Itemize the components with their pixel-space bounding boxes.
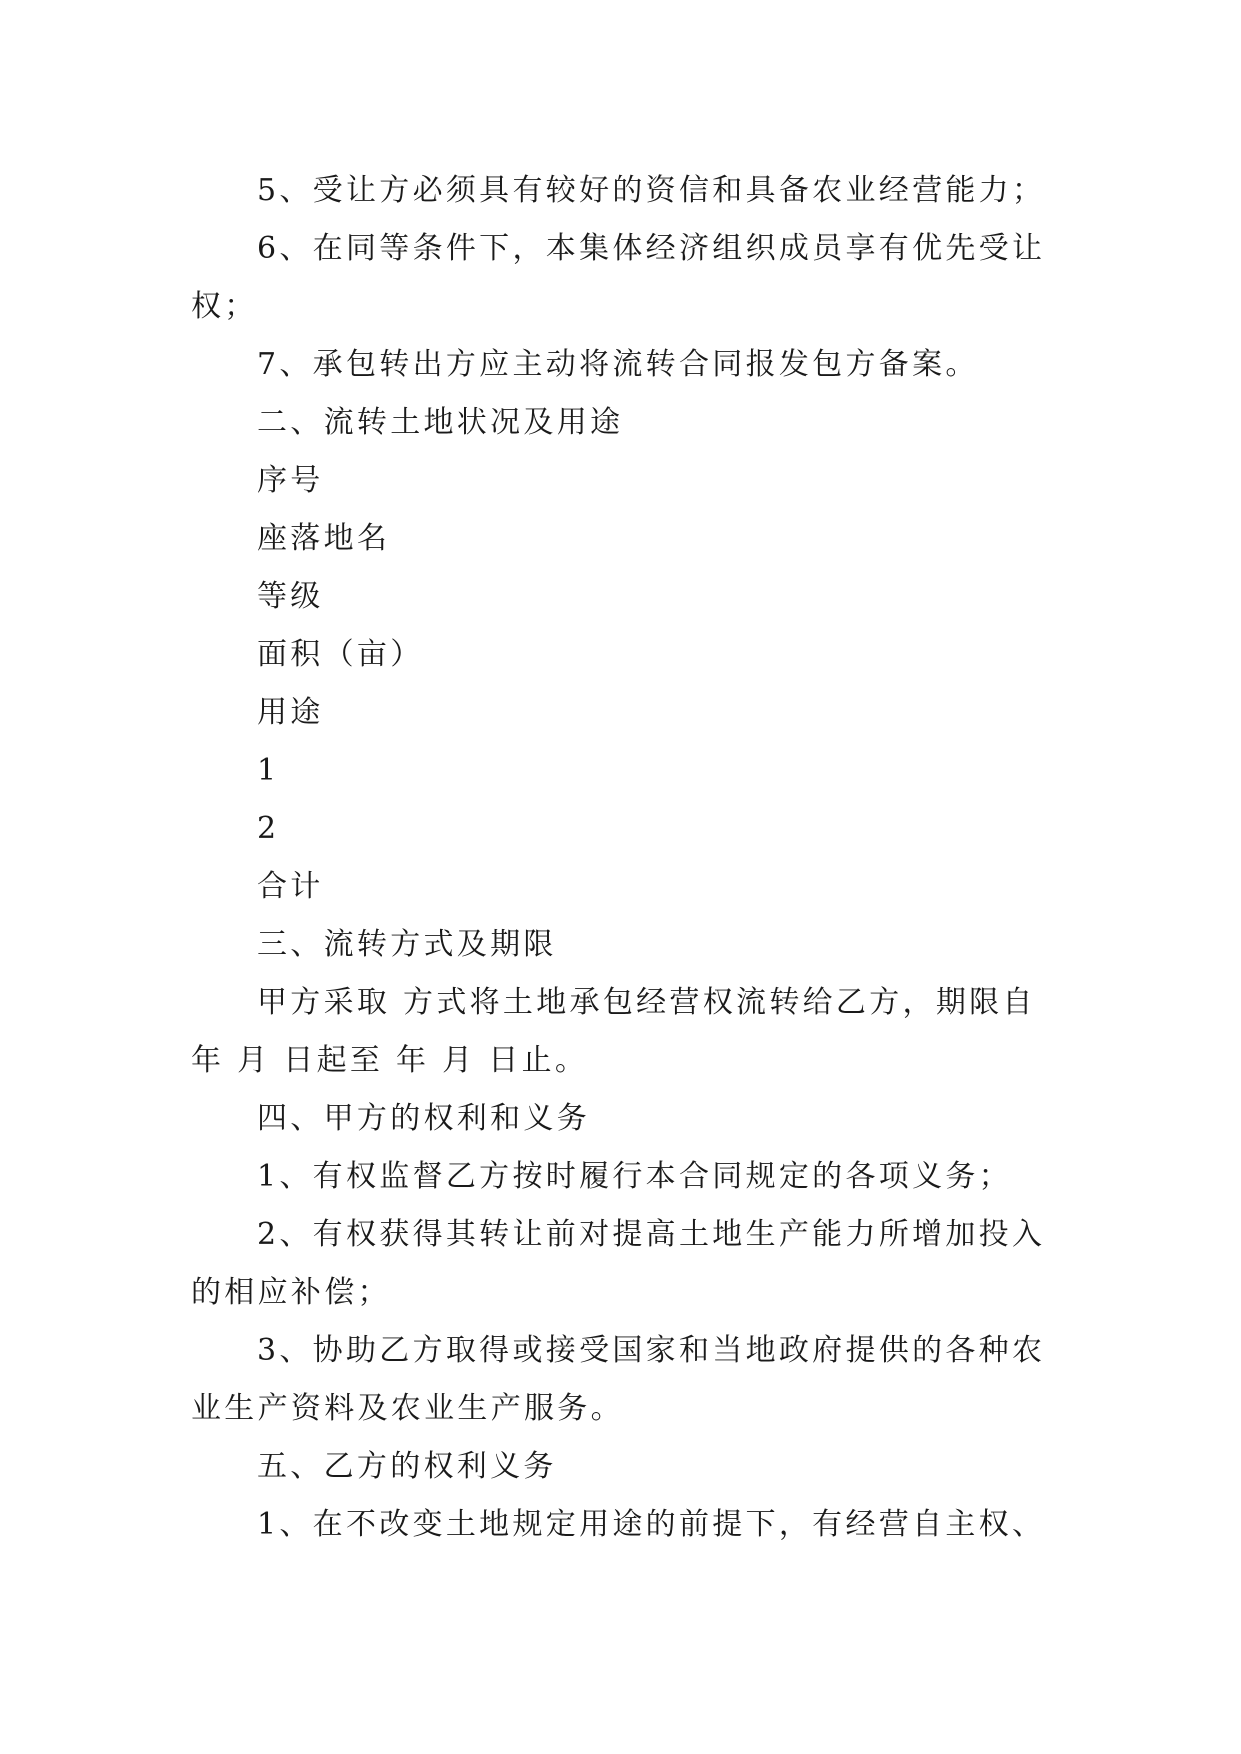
party-b-right-1: 1、在不改变土地规定用途的前提下，有经营自主权、	[257, 1507, 1046, 1542]
table-label-location: 座落地名	[257, 521, 391, 556]
table-label-area: 面积（亩）	[257, 637, 424, 672]
table-label-usage: 用途	[257, 695, 324, 730]
section-2-heading: 二、流转土地状况及用途	[257, 405, 624, 440]
section-4-heading: 四、甲方的权利和义务	[257, 1101, 590, 1136]
table-label-serial-number: 序号	[257, 463, 324, 498]
table-row-1: 1	[257, 753, 280, 788]
clause-5-transferee-qualification: 5、受让方必须具有较好的资信和具备农业经营能力；	[257, 173, 1046, 208]
transfer-method-and-term: 甲方采取 方式将土地承包经营权流转给乙方，期限自 年 月 日起至 年 月 日止。	[191, 985, 1036, 1078]
party-a-duty-3: 3、协助乙方取得或接受国家和当地政府提供的各种农业生产资料及农业生产服务。	[191, 1333, 1046, 1426]
table-row-2: 2	[257, 811, 280, 846]
document-body	[191, 162, 1053, 1554]
section-3-heading: 三、流转方式及期限	[257, 927, 557, 962]
party-a-right-1: 1、有权监督乙方按时履行本合同规定的各项义务；	[257, 1159, 1012, 1194]
clause-7-contract-filing: 7、承包转出方应主动将流转合同报发包方备案。	[257, 347, 979, 382]
table-label-grade: 等级	[257, 579, 324, 614]
clause-6-priority-right: 6、在同等条件下，本集体经济组织成员享有优先受让权；	[191, 231, 1046, 324]
party-a-right-2: 2、有权获得其转让前对提高土地生产能力所增加投入的相应补偿；	[191, 1217, 1046, 1310]
table-total: 合计	[257, 869, 324, 904]
section-5-heading: 五、乙方的权利义务	[257, 1449, 557, 1484]
